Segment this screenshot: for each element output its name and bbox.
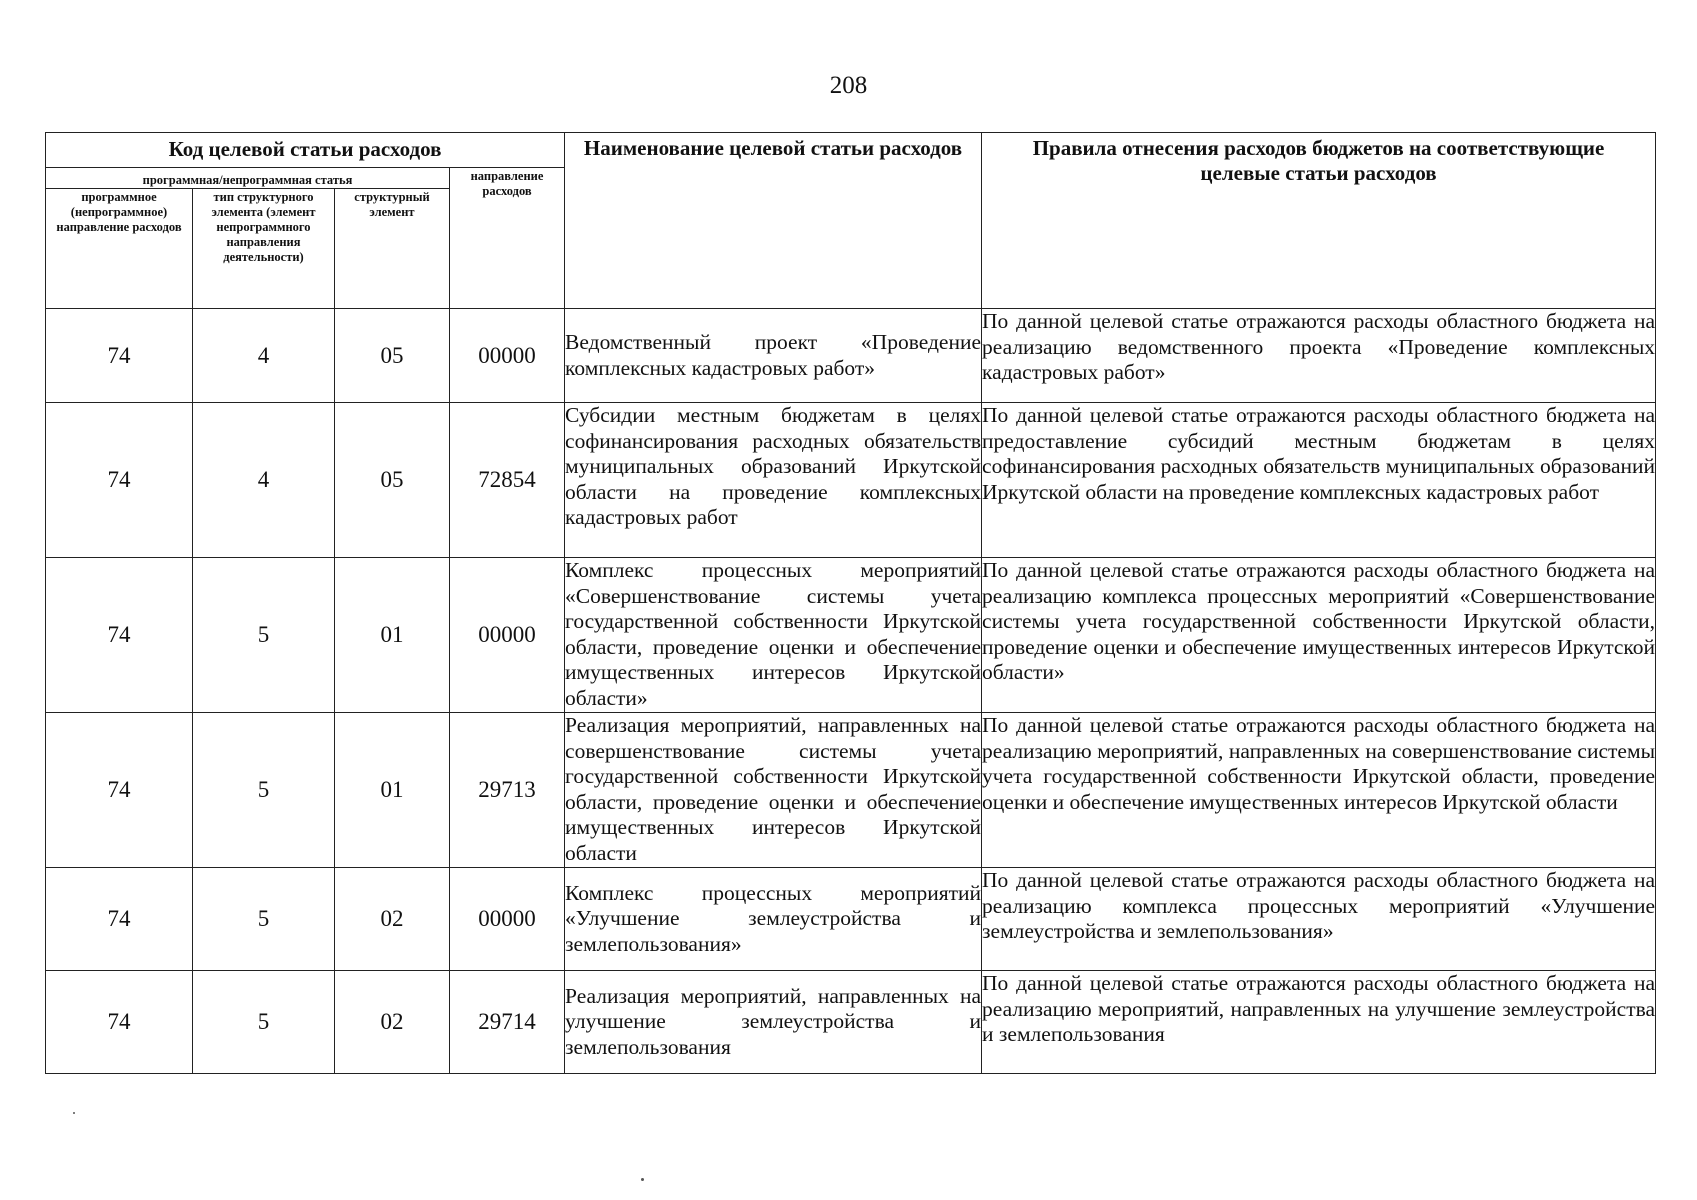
header-rules: Правила отнесения расходов бюджетов на соответствующие целевые статьи расходов	[982, 133, 1656, 309]
scan-speck	[73, 1112, 75, 1114]
article-name: Реализация мероприятий, направленных на совершенствование системы учета государственной собственности Иркутской области, проведение оценки и обеспечение имущественных интересов Иркутской области	[565, 713, 982, 868]
structural-element-code: 01	[335, 558, 450, 713]
structural-type-code: 5	[193, 713, 335, 868]
direction-code: 72854	[450, 403, 565, 558]
direction-code: 29713	[450, 713, 565, 868]
table-row	[46, 868, 1656, 971]
program-direction-code: 74	[46, 971, 193, 1074]
article-name: Субсидии местным бюджетам в целях софинансирования расходных обязательств муниципальных образований Иркутской области на проведение комплексных кадастровых работ	[565, 403, 982, 558]
article-name: Комплекс процессных мероприятий «Совершенствование системы учета государственной собственности Иркутской области, проведение оценки и обеспечение имущественных интересов Иркутской области»	[565, 558, 982, 713]
structural-element-code: 05	[335, 309, 450, 403]
direction-code: 29714	[450, 971, 565, 1074]
article-rule: По данной целевой статье отражаются расходы областного бюджета на реализацию комплекса процессных мероприятий «Совершенствование системы учета государственной собственности Иркутской области, проведение оценки и обеспечение имущественных интересов Иркутской области»	[982, 558, 1656, 713]
article-rule: По данной целевой статье отражаются расходы областного бюджета на реализацию ведомственного проекта «Проведение комплексных кадастровых работ»	[982, 309, 1656, 403]
scan-speck	[641, 1178, 644, 1181]
table-row	[46, 971, 1656, 1074]
header-name: Наименование целевой статьи расходов	[565, 133, 982, 309]
table-row	[46, 309, 1656, 403]
article-name: Реализация мероприятий, направленных на улучшение землеустройства и землепользования	[565, 971, 982, 1074]
page-number: 208	[829, 72, 868, 99]
structural-type-code: 5	[193, 971, 335, 1074]
structural-element-code: 01	[335, 713, 450, 868]
table-row	[46, 558, 1656, 713]
article-rule: По данной целевой статье отражаются расходы областного бюджета на предоставление субсидий местным бюджетам в целях софинансирования расходных обязательств муниципальных образований Иркутской области на проведение комплексных кадастровых работ	[982, 403, 1656, 558]
structural-element-code: 02	[335, 971, 450, 1074]
article-rule: По данной целевой статье отражаются расходы областного бюджета на реализацию комплекса процессных мероприятий «Улучшение землеустройства и землепользования»	[982, 868, 1656, 971]
direction-code: 00000	[450, 309, 565, 403]
header-structural-type: тип структурного элемента (элемент непрограммного направления деятельности)	[193, 189, 335, 309]
table-row	[46, 713, 1656, 868]
header-program-group: программная/непрограммная статья	[46, 168, 450, 189]
program-direction-code: 74	[46, 309, 193, 403]
structural-element-code: 05	[335, 403, 450, 558]
header-structural-element: структурный элемент	[335, 189, 450, 309]
program-direction-code: 74	[46, 713, 193, 868]
structural-type-code: 5	[193, 868, 335, 971]
structural-type-code: 5	[193, 558, 335, 713]
program-direction-code: 74	[46, 558, 193, 713]
structural-type-code: 4	[193, 403, 335, 558]
article-name: Комплекс процессных мероприятий «Улучшение землеустройства и землепользования»	[565, 868, 982, 971]
structural-element-code: 02	[335, 868, 450, 971]
target-expense-table	[45, 132, 1656, 1074]
direction-code: 00000	[450, 868, 565, 971]
structural-type-code: 4	[193, 309, 335, 403]
program-direction-code: 74	[46, 868, 193, 971]
article-name: Ведомственный проект «Проведение комплексных кадастровых работ»	[565, 309, 982, 403]
article-rule: По данной целевой статье отражаются расходы областного бюджета на реализацию мероприятий, направленных на совершенствование системы учета государственной собственности Иркутской области, проведение оценки и обеспечение имущественных интересов Иркутской области	[982, 713, 1656, 868]
table-row	[46, 403, 1656, 558]
article-rule: По данной целевой статье отражаются расходы областного бюджета на реализацию мероприятий, направленных на улучшение землеустройства и землепользования	[982, 971, 1656, 1074]
program-direction-code: 74	[46, 403, 193, 558]
header-direction: направление расходов	[450, 168, 565, 309]
direction-code: 00000	[450, 558, 565, 713]
header-program-direction: программное (непрограммное) направление расходов	[46, 189, 193, 309]
header-code-group: Код целевой статьи расходов	[46, 133, 565, 168]
